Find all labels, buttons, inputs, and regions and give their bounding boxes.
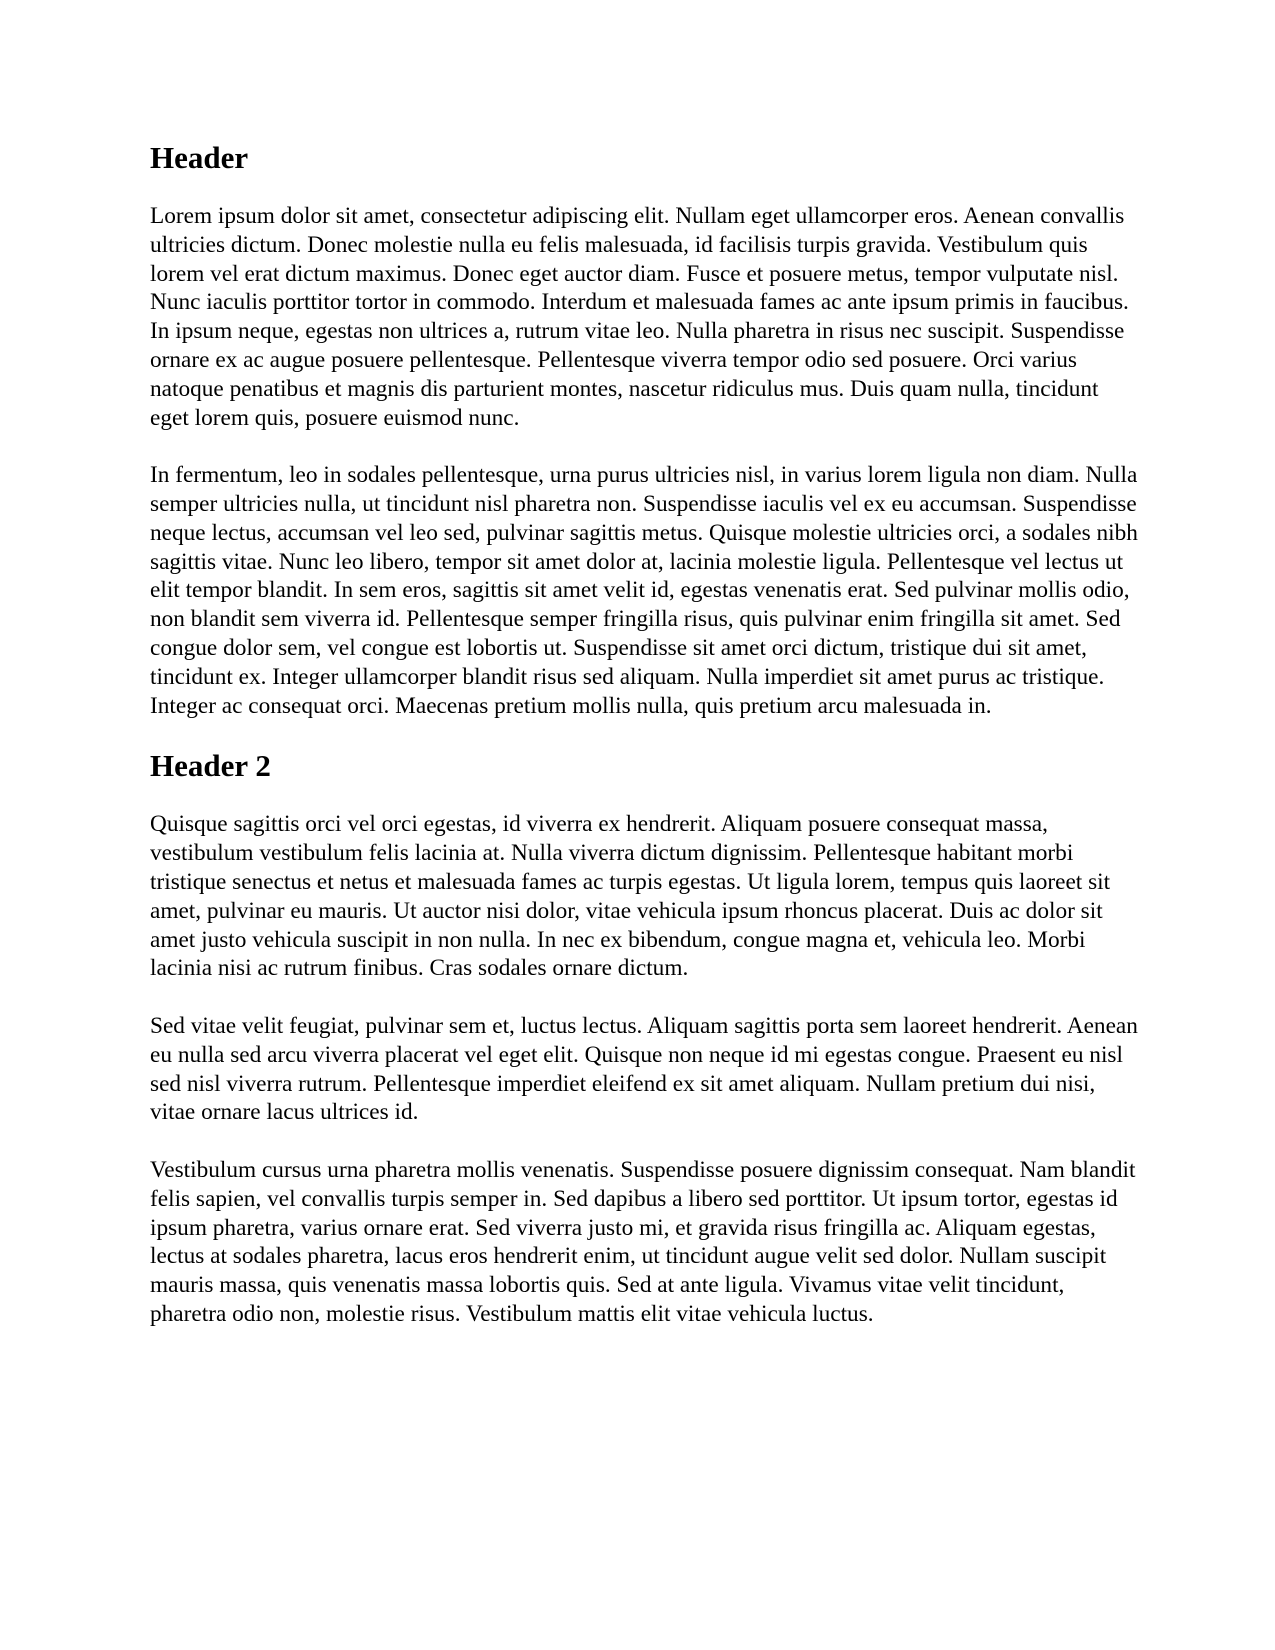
paragraph: In fermentum, leo in sodales pellentesque, urna purus ultricies nisl, in varius lorem ligula non diam. Nulla semper ultricies nulla, ut tincidunt nisl pharetra non. Suspendisse iaculis vel ex eu accumsan. Suspendisse neque lectus, accumsan vel leo sed, pulvinar sagittis metus. Quisque molestie ultricies orci, a sodales nibh sagittis vitae. Nunc leo libero, tempor sit amet dolor at, lacinia molestie ligula. Pellentesque vel lectus ut elit tempor blandit. In sem eros, sagittis sit amet velit id, egestas venenatis erat. Sed pulvinar mollis odio, non blandit sem viverra id. Pellentesque semper fringilla risus, quis pulvinar enim fringilla sit amet. Sed congue dolor sem, vel congue est lobortis ut. Suspendisse sit amet orci dictum, tristique dui sit amet, tincidunt ex. Integer ullamcorper blandit risus sed aliquam. Nulla imperdiet sit amet purus ac tristique. Integer ac consequat orci. Maecenas pretium mollis nulla, quis pretium arcu malesuada in.: [150, 462, 1138, 719]
section-header: Header 2: [150, 748, 271, 784]
paragraph: Lorem ipsum dolor sit amet, consectetur adipiscing elit. Nullam eget ullamcorper eros. Aenean convallis ultricies dictum. Donec molestie nulla eu felis malesuada, id facilisis turpis gravida. Vestibulum quis lorem vel erat dictum maximus. Donec eget auctor diam. Fusce et posuere metus, tempor vulputate nisl. Nunc iaculis porttitor tortor in commodo. Interdum et malesuada fames ac ante ipsum primis in faucibus. In ipsum neque, egestas non ultrices a, rutrum vitae leo. Nulla pharetra in risus nec suscipit. Suspendisse ornare ex ac augue posuere pellentesque. Pellentesque viverra tempor odio sed posuere. Orci varius natoque penatibus et magnis dis parturient montes, nascetur ridiculus mus. Duis quam nulla, tincidunt eget lorem quis, posuere euismod nunc.: [150, 203, 1129, 431]
paragraph: Vestibulum cursus urna pharetra mollis venenatis. Suspendisse posuere dignissim consequat. Nam blandit felis sapien, vel convallis turpis semper in. Sed dapibus a libero sed porttitor. Ut ipsum tortor, egestas id ipsum pharetra, varius ornare erat. Sed viverra justo mi, et gravida risus fringilla ac. Aliquam egestas, lectus at sodales pharetra, lacus eros hendrerit enim, ut tincidunt augue velit sed dolor. Nullam suscipit mauris massa, quis venenatis massa lobortis quis. Sed at ante ligula. Vivamus vitae velit tincidunt, pharetra odio non, molestie risus. Vestibulum mattis elit vitae vehicula luctus.: [150, 1156, 1136, 1327]
paragraph: Sed vitae velit feugiat, pulvinar sem et, luctus lectus. Aliquam sagittis porta sem laoreet hendrerit. Aenean eu nulla sed arcu viverra placerat vel eget elit. Quisque non neque id mi egestas congue. Praesent eu nisl sed nisl viverra rutrum. Pellentesque imperdiet eleifend ex sit amet aliquam. Nullam pretium dui nisi, vitae ornare lacus ultrices id.: [150, 1012, 1138, 1126]
document-page: [150, 140, 1140, 1329]
paragraph: Quisque sagittis orci vel orci egestas, id viverra ex hendrerit. Aliquam posuere consequat massa, vestibulum vestibulum felis lacinia at. Nulla viverra dictum dignissim. Pellentesque habitant morbi tristique senectus et netus et malesuada fames ac turpis egestas. Ut ligula lorem, tempus quis laoreet sit amet, pulvinar eu mauris. Ut auctor nisi dolor, vitae vehicula ipsum rhoncus placerat. Duis ac dolor sit amet justo vehicula suscipit in non nulla. In nec ex bibendum, congue magna et, vehicula leo. Morbi lacinia nisi ac rutrum finibus. Cras sodales ornare dictum.: [150, 811, 1111, 982]
section-header: Header: [150, 140, 249, 175]
